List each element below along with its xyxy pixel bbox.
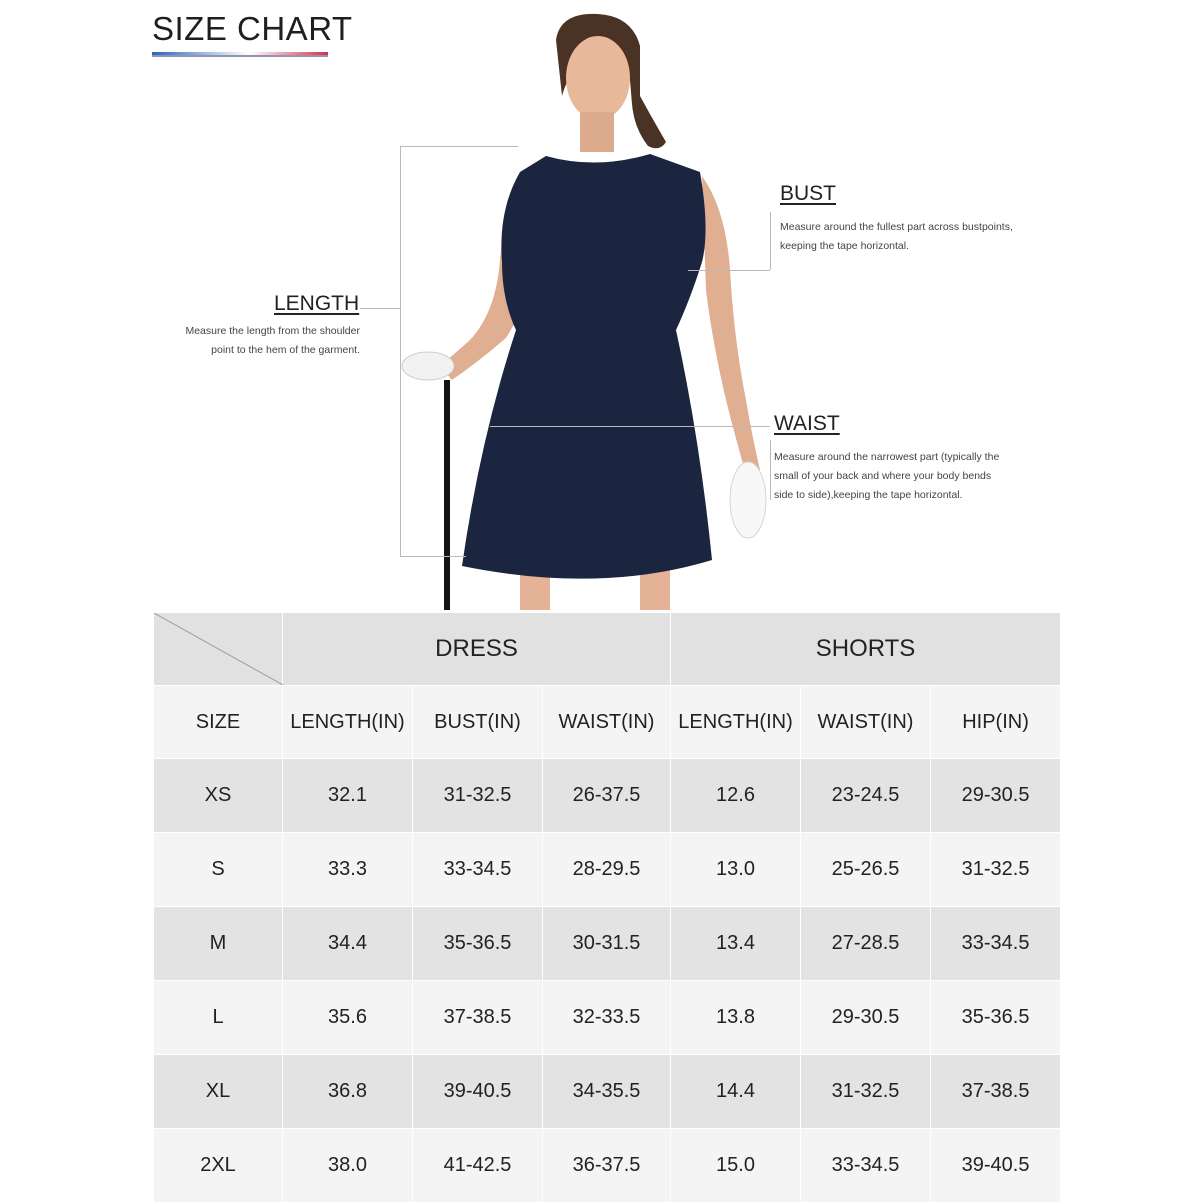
table-cell: 34.4 xyxy=(283,907,413,981)
table-cell: 32-33.5 xyxy=(543,981,671,1055)
golf-club-shaft xyxy=(444,380,450,610)
table-cell: 27-28.5 xyxy=(801,907,931,981)
table-row xyxy=(154,833,1061,907)
table-cell: L xyxy=(154,981,283,1055)
table-cell: 29-30.5 xyxy=(801,981,931,1055)
title-underline xyxy=(152,55,328,57)
table-row xyxy=(154,907,1061,981)
table-cell: 13.4 xyxy=(671,907,801,981)
table-cell: 34-35.5 xyxy=(543,1055,671,1129)
length-guide-bottom xyxy=(400,556,466,557)
page-title: SIZE CHART xyxy=(152,10,353,47)
table-cell: 32.1 xyxy=(283,759,413,833)
header-size: SIZE xyxy=(154,686,283,759)
bust-guide-arrow xyxy=(688,270,770,271)
table-cell: 33-34.5 xyxy=(413,833,543,907)
table-cell: 36-37.5 xyxy=(543,1129,671,1203)
table-cell: 39-40.5 xyxy=(413,1055,543,1129)
corner-diagonal xyxy=(154,613,283,685)
table-cell: 12.6 xyxy=(671,759,801,833)
table-cell: 29-30.5 xyxy=(931,759,1061,833)
waist-guide-arrow xyxy=(490,426,770,427)
group-header-dress: DRESS xyxy=(283,613,671,686)
model-right-arm xyxy=(702,176,760,474)
header-dress-bust: BUST(IN) xyxy=(413,686,543,759)
table-cell: S xyxy=(154,833,283,907)
length-guide-line xyxy=(400,146,401,556)
table-cell: 26-37.5 xyxy=(543,759,671,833)
size-chart-table xyxy=(153,612,1061,1203)
model-illustration xyxy=(400,0,780,610)
waist-label: WAIST xyxy=(774,412,840,435)
header-dress-length: LENGTH(IN) xyxy=(283,686,413,759)
length-label-leader xyxy=(360,308,400,309)
table-cell: 37-38.5 xyxy=(413,981,543,1055)
length-guide-top xyxy=(400,146,518,147)
table-row xyxy=(154,981,1061,1055)
waist-description: Measure around the narrowest part (typically the small of your back and where your body bends side to side),keeping the tape horizontal. xyxy=(774,451,1000,501)
table-cell: 30-31.5 xyxy=(543,907,671,981)
table-cell: XL xyxy=(154,1055,283,1129)
header-shorts-length: LENGTH(IN) xyxy=(671,686,801,759)
table-cell: XS xyxy=(154,759,283,833)
model-dress xyxy=(462,154,712,579)
table-cell: 35-36.5 xyxy=(931,981,1061,1055)
table-cell: 31-32.5 xyxy=(801,1055,931,1129)
header-shorts-hip: HIP(IN) xyxy=(931,686,1061,759)
length-label: LENGTH xyxy=(274,292,360,315)
header-shorts-waist: WAIST(IN) xyxy=(801,686,931,759)
table-cell: 39-40.5 xyxy=(931,1129,1061,1203)
table-cell: M xyxy=(154,907,283,981)
table-cell: 33.3 xyxy=(283,833,413,907)
group-header-shorts: SHORTS xyxy=(671,613,1061,686)
table-cell: 37-38.5 xyxy=(931,1055,1061,1129)
table-cell: 14.4 xyxy=(671,1055,801,1129)
length-description: Measure the length from the shoulder point to the hem of the garment. xyxy=(185,325,360,356)
table-cell: 2XL xyxy=(154,1129,283,1203)
table-group-header-row xyxy=(154,613,1061,686)
bust-description: Measure around the fullest part across bustpoints, keeping the tape horizontal. xyxy=(780,221,1013,252)
table-cell: 23-24.5 xyxy=(801,759,931,833)
golf-club-head xyxy=(402,352,454,380)
table-cell: 35-36.5 xyxy=(413,907,543,981)
table-cell: 13.8 xyxy=(671,981,801,1055)
waist-guide-line xyxy=(770,440,771,500)
table-cell: 33-34.5 xyxy=(931,907,1061,981)
bust-label: BUST xyxy=(780,182,837,205)
table-cell: 15.0 xyxy=(671,1129,801,1203)
table-cell: 31-32.5 xyxy=(931,833,1061,907)
table-cell: 28-29.5 xyxy=(543,833,671,907)
model-neck xyxy=(580,112,614,152)
table-cell: 41-42.5 xyxy=(413,1129,543,1203)
corner-cell xyxy=(154,613,283,686)
table-cell: 33-34.5 xyxy=(801,1129,931,1203)
table-cell: 35.6 xyxy=(283,981,413,1055)
table-cell: 38.0 xyxy=(283,1129,413,1203)
header-dress-waist: WAIST(IN) xyxy=(543,686,671,759)
bust-guide-line xyxy=(770,212,771,270)
golf-glove xyxy=(730,462,766,538)
table-cell: 31-32.5 xyxy=(413,759,543,833)
model-face xyxy=(566,36,630,120)
table-row xyxy=(154,1055,1061,1129)
table-row xyxy=(154,1129,1061,1203)
table-cell: 25-26.5 xyxy=(801,833,931,907)
table-header-row xyxy=(154,686,1061,759)
table-row xyxy=(154,759,1061,833)
table-cell: 36.8 xyxy=(283,1055,413,1129)
table-cell: 13.0 xyxy=(671,833,801,907)
